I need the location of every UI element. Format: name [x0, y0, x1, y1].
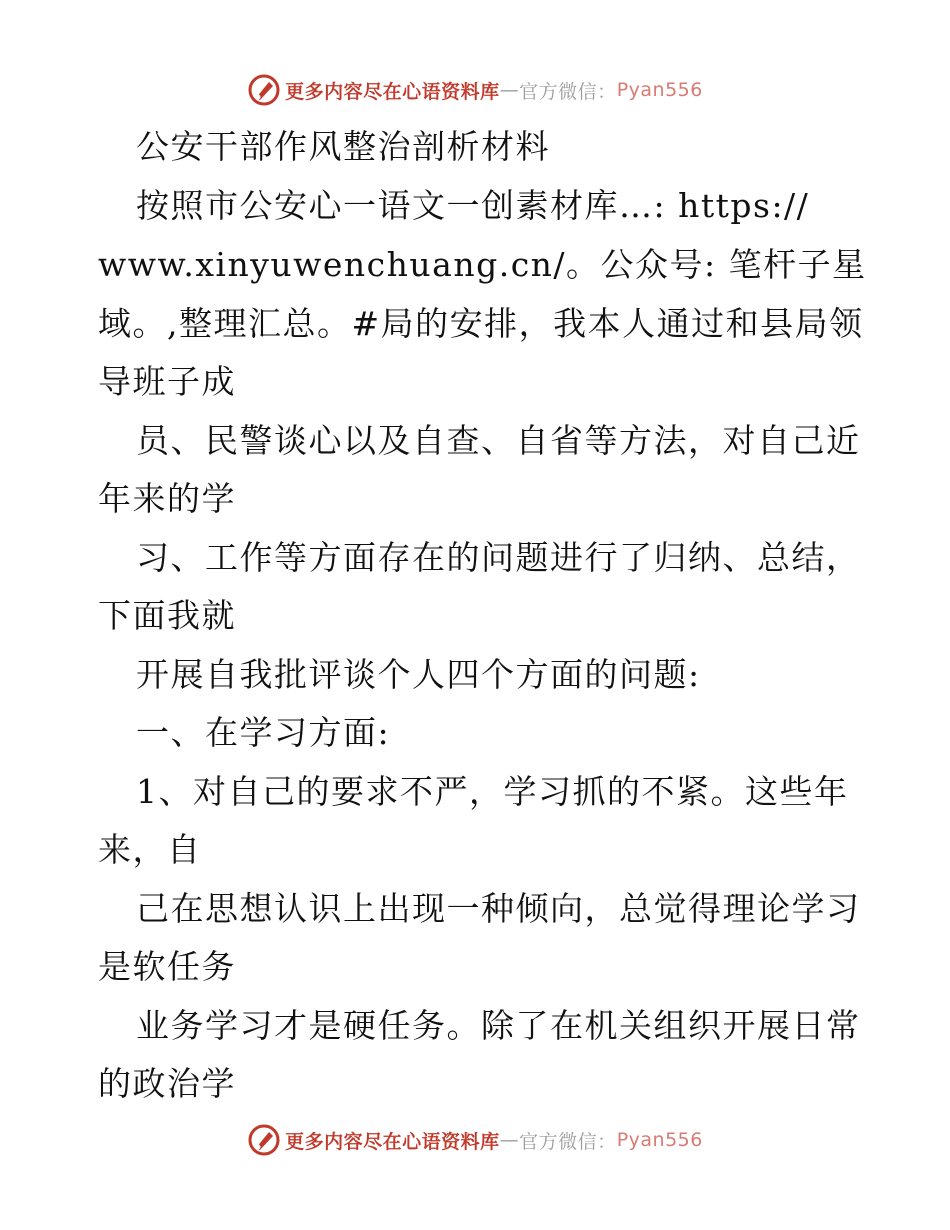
paragraph-line: 1、对自己的要求不严，学习抓的不紧。这些年	[136, 772, 849, 811]
paragraph-line: 己在思想认识上出现一种倾向，总觉得理论学习	[136, 889, 861, 928]
paragraph-line: 是软任务	[98, 947, 236, 986]
paragraph-line: 开展自我批评谈个人四个方面的问题:	[136, 655, 701, 694]
paragraph-line: 业务学习才是硬任务。除了在机关组织开展日常	[136, 1006, 861, 1045]
banner-main-text: 更多内容尽在心语资料库	[285, 80, 500, 103]
document-title: 公安干部作风整治剖析材料	[136, 127, 550, 166]
paragraph-line: 下面我就	[98, 596, 236, 635]
paragraph-line: www.xinyuwenchuang.cn/。公众号: 笔杆子星	[98, 245, 867, 284]
footer-watermark-banner	[0, 1122, 950, 1158]
paragraph-line: 的政治学	[98, 1064, 236, 1103]
banner-account: Pyan556	[616, 1129, 703, 1151]
paragraph-line: 年来的学	[98, 479, 236, 518]
paragraph-line: 域。,整理汇总。#局的安排，我本人通过和县局领	[98, 304, 864, 343]
pen-logo-icon	[247, 73, 281, 107]
banner-separator: —	[499, 79, 520, 101]
paragraph-line: 来，自	[98, 830, 202, 869]
pen-logo-icon	[247, 1123, 281, 1157]
paragraph-line: 按照市公安心一语文一创素材库…: https://	[136, 186, 810, 225]
banner-official-label: 官方微信：	[519, 80, 617, 103]
banner-separator: —	[499, 1129, 520, 1151]
section-heading: 一、在学习方面:	[136, 713, 391, 752]
header-watermark-banner	[0, 72, 950, 108]
paragraph-line: 习、工作等方面存在的问题进行了归纳、总结，	[136, 538, 861, 577]
banner-main-text: 更多内容尽在心语资料库	[285, 1130, 500, 1153]
banner-official-label: 官方微信：	[519, 1130, 617, 1153]
paragraph-line: 导班子成	[98, 362, 236, 401]
paragraph-line: 员、民警谈心以及自查、自省等方法，对自己近	[136, 421, 861, 460]
banner-account: Pyan556	[616, 79, 703, 101]
